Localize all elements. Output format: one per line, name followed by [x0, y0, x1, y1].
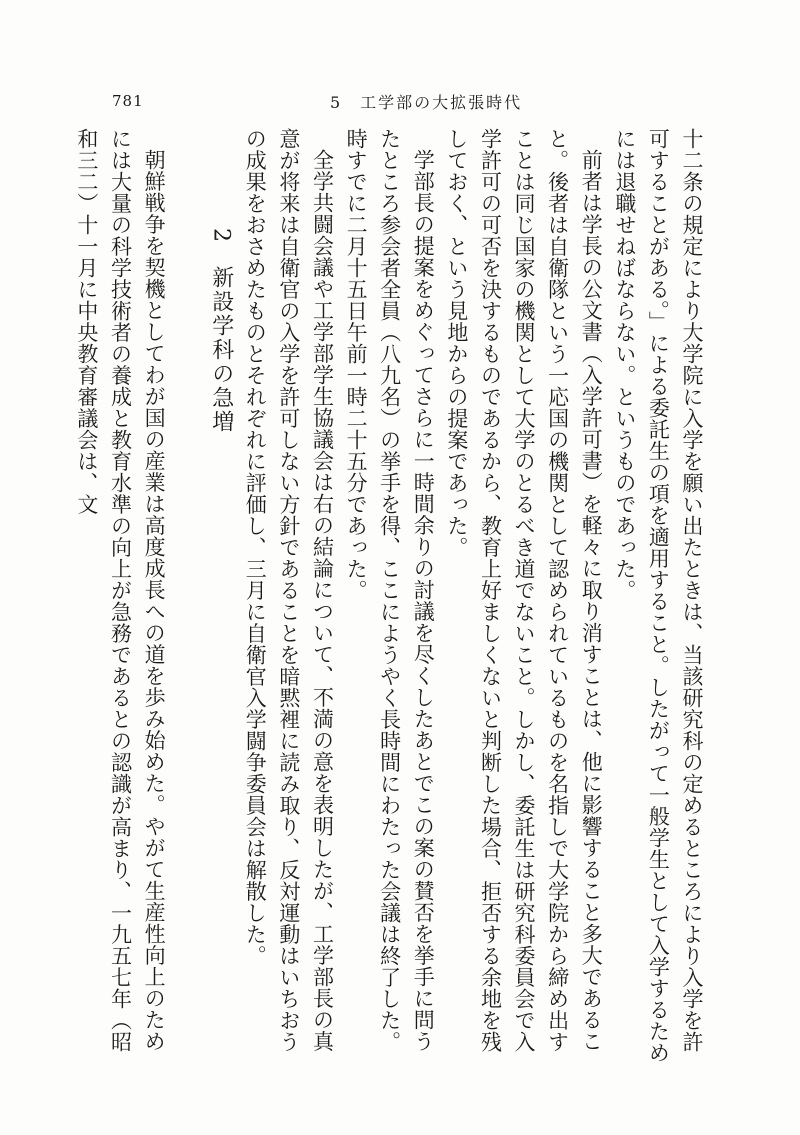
running-header: 5 工学部の大拡張時代 — [330, 93, 523, 112]
section-number: 2 — [208, 228, 234, 244]
paragraph-1: 十二条の規定により大学院に入学を願い出たときは、当該研究科の定めるところにより入学を許可することがある。」による委託生の項を適用すること。したがって一般学生として入学するためには退職せねばならない。というものであった。 — [612, 128, 704, 1064]
paragraph-3: 学部長の提案をめぐってさらに一時間余りの討議を尽くしたあとでこの案の賛否を挙手に問うたところ参会者全員（八九名）の挙手を得、ここにようやく長時間にわたった会議は終了した。時すでに二月十五日午前一時二十五分であった。 — [344, 128, 436, 1053]
paragraph-4: 全学共闘会議や工学部学生協議会は右の結論について、不満の意を表明したが、工学部長の真意が将来は自衛官の入学を許可しない方針であることを暗黙裡に読み取り、反対運動はいちおうの成果をおさめたものとそれぞれに評価し、三月に自衛官入学闘争委員会は解散した。 — [243, 128, 335, 1053]
section-title: 新設学科の急増 — [208, 266, 234, 434]
paragraph-2: 前者は学長の公文書（入学許可書）を軽々に取り消すことは、他に影響すること多大であること。後者は自衛隊という一応国の機関として認められているものを名指しで大学院から締め出すことは同じ国家の機関として大学のとるべき道でないこと。しかし、委託生は研究科委員会で入学許可の可否を決するものであるから、教育上好ましくないと判断した場合、拒否する余地を残しておく、という見地からの提案であった。 — [444, 128, 604, 1053]
page-number: 781 — [112, 92, 144, 110]
paragraph-5: 朝鮮戦争を契機としてわが国の産業は高度成長への道を歩み始めた。やがて生産性向上のためには大量の科学技術者の養成と教育水準の向上が急務であるとの認識が高まり、一九五七年（昭和三二）十一月に中央教育審議会は、文 — [74, 128, 167, 1053]
section-heading — [204, 128, 238, 1068]
body-text — [74, 128, 708, 1068]
